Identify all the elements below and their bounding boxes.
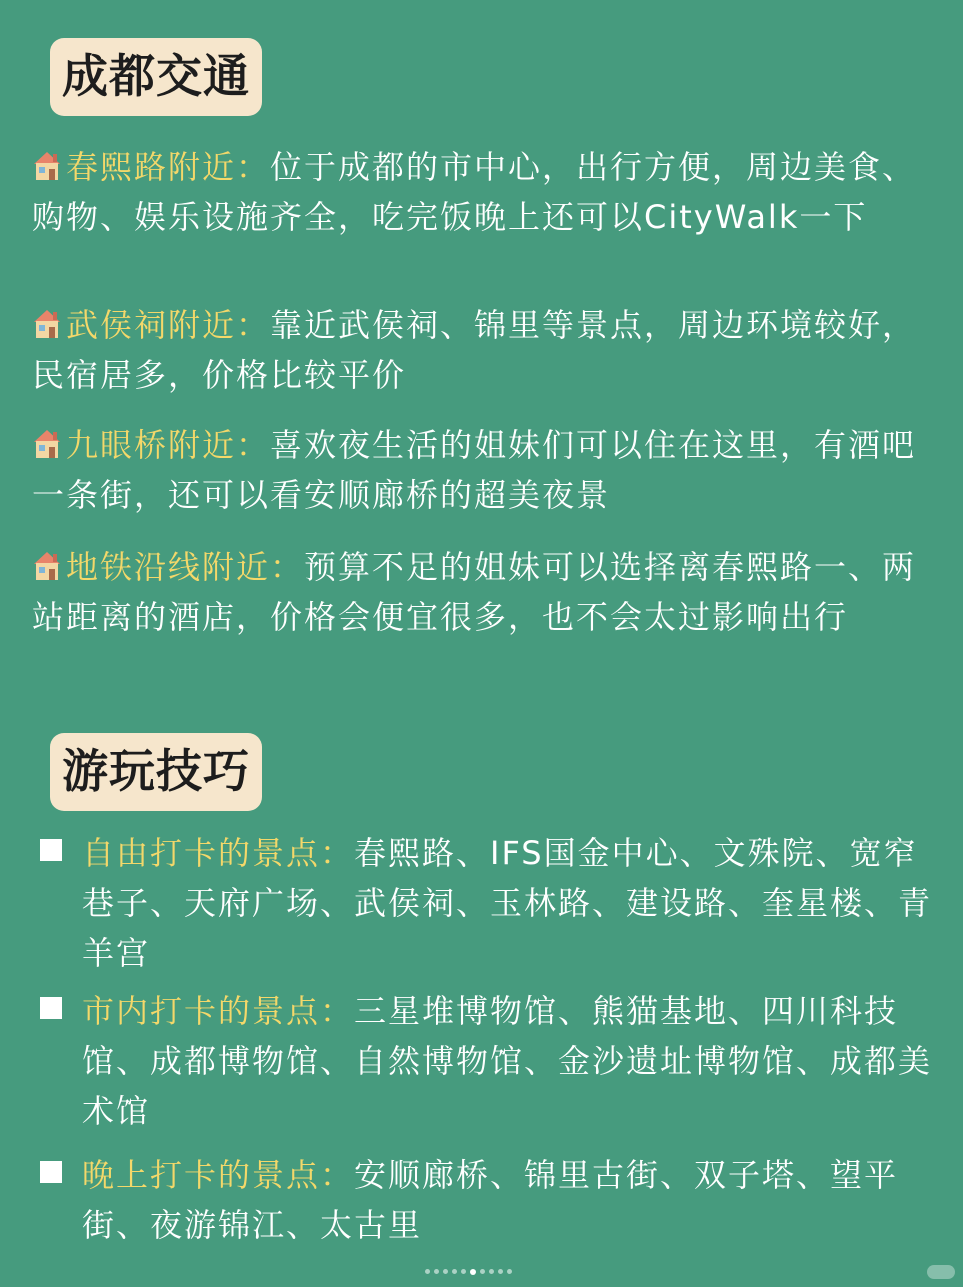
transport-item-chunxi xyxy=(32,142,942,242)
pagination-dots[interactable] xyxy=(425,1261,516,1269)
item-label: 晚上打卡的景点： xyxy=(82,1156,355,1194)
page-dot[interactable] xyxy=(434,1269,439,1274)
item-text: 喜欢夜生活的姐妹们可以住在这里，有酒吧一条街，还可以看安顺廊桥的超美夜景 xyxy=(32,426,917,514)
square-bullet-icon xyxy=(40,997,62,1019)
page-dot[interactable] xyxy=(461,1269,466,1274)
section-title-tips: 游玩技巧 xyxy=(50,733,262,811)
item-label: 春熙路附近： xyxy=(66,148,271,186)
item-text: 靠近武侯祠、锦里等景点，周边环境较好，民宿居多，价格比较平价 xyxy=(32,306,917,394)
item-text: 位于成都的市中心，出行方便，周边美食、购物、娱乐设施齐全，吃完饭晚上还可以CityWalk一下 xyxy=(32,148,917,236)
item-text: 三星堆博物馆、熊猫基地、四川科技馆、成都博物馆、自然博物馆、金沙遗址博物馆、成都美术馆 xyxy=(82,992,933,1130)
page-dot[interactable] xyxy=(498,1269,503,1274)
transport-item-wuhouci xyxy=(32,300,942,400)
item-label: 武侯祠附近： xyxy=(66,306,271,344)
square-bullet-icon xyxy=(40,839,62,861)
house-icon xyxy=(32,308,62,340)
item-text: 预算不足的姐妹可以选择离春熙路一、两站距离的酒店，价格会便宜很多，也不会太过影响出行 xyxy=(32,548,917,636)
page-dot[interactable] xyxy=(443,1269,448,1274)
item-text: 安顺廊桥、锦里古街、双子塔、望平街、夜游锦江、太古里 xyxy=(82,1156,899,1244)
transport-item-jiuyanqiao xyxy=(32,420,942,520)
page-dot[interactable] xyxy=(425,1269,430,1274)
tips-item-night xyxy=(40,1150,940,1250)
tips-item-free xyxy=(40,828,940,978)
tips-item-city xyxy=(40,986,940,1136)
item-label: 自由打卡的景点： xyxy=(82,834,355,872)
page-dot[interactable] xyxy=(489,1269,494,1274)
watermark-logo xyxy=(927,1265,955,1279)
section-title-transport: 成都交通 xyxy=(50,38,262,116)
square-bullet-icon xyxy=(40,1161,62,1183)
page-dot[interactable] xyxy=(507,1269,512,1274)
item-label: 九眼桥附近： xyxy=(66,426,271,464)
item-label: 地铁沿线附近： xyxy=(66,548,305,586)
house-icon xyxy=(32,550,62,582)
item-label: 市内打卡的景点： xyxy=(82,992,355,1030)
house-icon xyxy=(32,428,62,460)
transport-item-metro xyxy=(32,542,942,642)
page-dot[interactable] xyxy=(470,1269,476,1275)
house-icon xyxy=(32,150,62,182)
page-dot[interactable] xyxy=(480,1269,485,1274)
page-dot[interactable] xyxy=(452,1269,457,1274)
item-text: 春熙路、IFS国金中心、文殊院、宽窄巷子、天府广场、武侯祠、玉林路、建设路、奎星楼、青羊宫 xyxy=(82,834,933,972)
